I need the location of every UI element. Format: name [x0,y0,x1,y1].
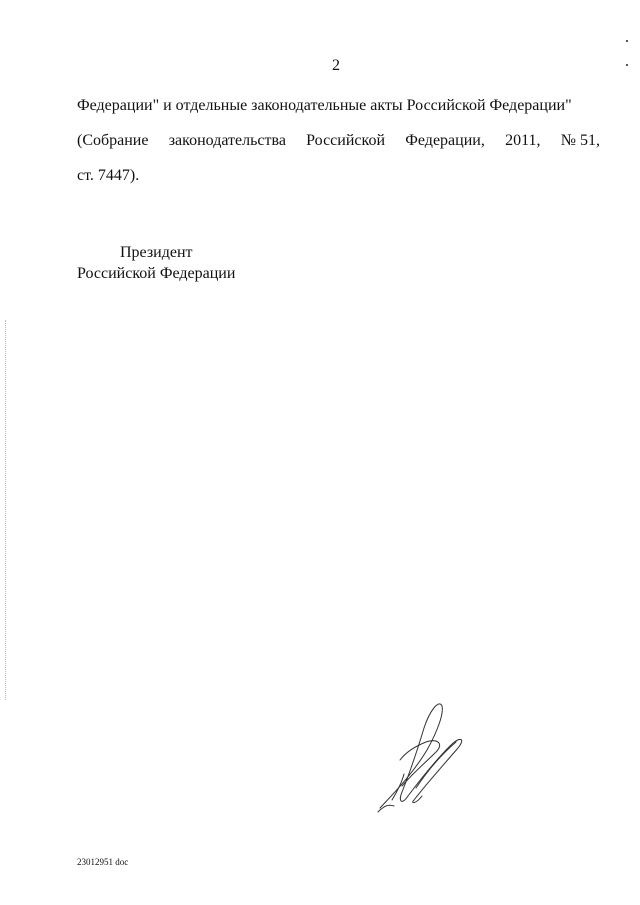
body-line-2 [77,133,600,149]
page-number: 2 [332,57,340,74]
body-line-2-word: 2011, [505,132,541,149]
body-line-2-word: законодательства [168,132,286,149]
scan-speck [626,64,628,66]
body-line-3: ст. 7447). [77,167,140,184]
signatory-title: Президент [120,244,193,261]
document-code: 23012951 doc [77,857,129,867]
scan-margin-mark [5,320,7,700]
handwritten-signature [372,700,472,820]
body-line-2-word: № 51, [560,132,600,149]
signatory-organization: Российской Федерации [77,265,236,282]
body-line-2-word: (Собрание [77,132,149,149]
body-line-2-word: Российской [306,132,386,149]
body-line-2-word: Федерации, [405,132,485,149]
body-line-1: Федерации" и отдельные законодательные акты Российской Федерации" [77,97,572,114]
scan-speck [626,40,628,42]
